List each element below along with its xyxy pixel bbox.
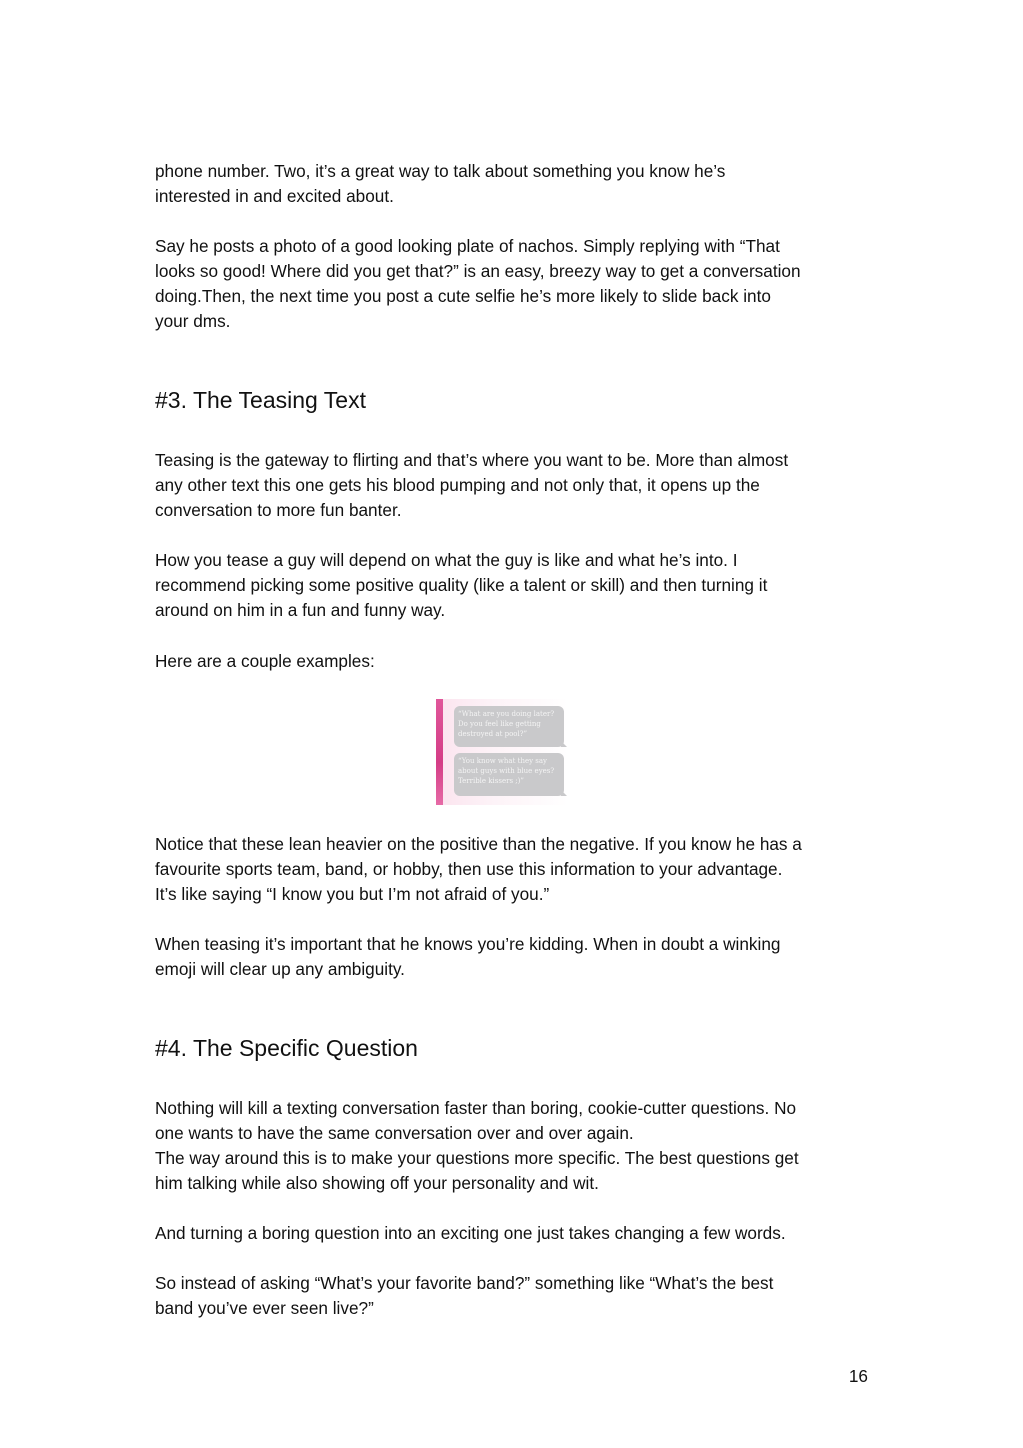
message-text: “What are you doing later? — [458, 710, 555, 718]
paragraph-line: It’s like saying “I know you but I’m not afraid of you.” — [155, 884, 550, 904]
paragraph-line: Here are a couple examples: — [155, 651, 375, 671]
message-bubble — [454, 753, 564, 796]
paragraph-line: doing.Then, the next time you post a cute selfie he’s more likely to slide back into — [155, 286, 771, 306]
paragraph-line: How you tease a guy will depend on what the guy is like and what he’s into. I — [155, 550, 738, 570]
paragraph-line: Teasing is the gateway to flirting and that’s where you want to be. More than almost — [155, 450, 789, 470]
paragraph-line: emoji will clear up any ambiguity. — [155, 959, 405, 979]
paragraph-line: The way around this is to make your questions more specific. The best questions get — [155, 1148, 799, 1168]
paragraph-line: recommend picking some positive quality (like a talent or skill) and then turning it — [155, 575, 768, 595]
paragraph-line: When teasing it’s important that he knows you’re kidding. When in doubt a winking — [155, 934, 781, 954]
section-heading-teasing-text: #3. The Teasing Text — [155, 387, 366, 413]
message-text: “You know what they say — [458, 757, 547, 765]
paragraph-line: And turning a boring question into an exciting one just takes changing a few words. — [155, 1223, 786, 1243]
pink-accent-bar — [436, 699, 443, 805]
paragraph-line: Say he posts a photo of a good looking plate of nachos. Simply replying with “That — [155, 236, 780, 256]
message-text: about guys with blue eyes? — [458, 767, 555, 775]
paragraph-line: Notice that these lean heavier on the positive than the negative. If you know he has a — [155, 834, 802, 854]
text-message-examples-image — [436, 699, 568, 805]
paragraph-line: looks so good! Where did you get that?” is an easy, breezy way to get a conversation — [155, 261, 801, 281]
message-text: Terrible kissers ;)” — [458, 777, 524, 785]
paragraph-line: phone number. Two, it’s a great way to talk about something you know he’s — [155, 161, 726, 181]
paragraph-line: band you’ve ever seen live?” — [155, 1298, 374, 1318]
paragraph-line: interested in and excited about. — [155, 186, 394, 206]
paragraph-line: So instead of asking “What’s your favorite band?” something like “What’s the best — [155, 1273, 774, 1293]
paragraph-line: any other text this one gets his blood pumping and not only that, it opens up the — [155, 475, 760, 495]
paragraph-line: one wants to have the same conversation over and over again. — [155, 1123, 634, 1143]
paragraph-line: your dms. — [155, 311, 231, 331]
paragraph-line: him talking while also showing off your personality and wit. — [155, 1173, 599, 1193]
section-heading-specific-question: #4. The Specific Question — [155, 1035, 418, 1061]
message-bubble — [454, 706, 564, 747]
paragraph-line: conversation to more fun banter. — [155, 500, 402, 520]
message-text: Do you feel like getting — [458, 720, 541, 728]
paragraph-line: Nothing will kill a texting conversation faster than boring, cookie-cutter questions. No — [155, 1098, 797, 1118]
paragraph-line: around on him in a fun and funny way. — [155, 600, 446, 620]
paragraph-line: favourite sports team, band, or hobby, then use this information to your advantage. — [155, 859, 783, 879]
page-number: 16 — [848, 1366, 868, 1386]
message-text: destroyed at pool?” — [458, 730, 528, 738]
